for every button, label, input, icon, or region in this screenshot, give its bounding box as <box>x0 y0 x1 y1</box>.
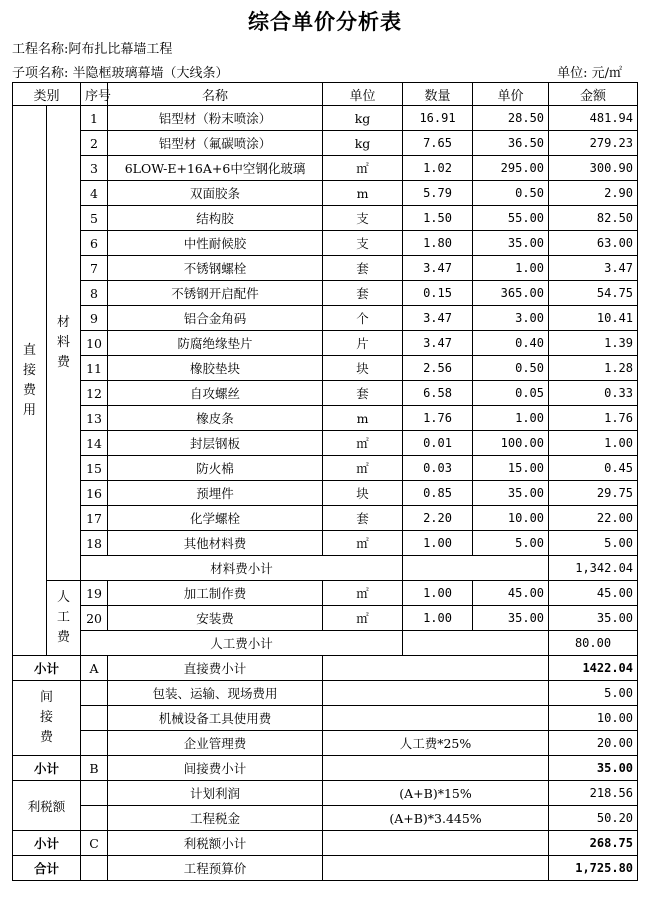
row-seq: 2 <box>81 131 108 156</box>
header-amount: 金额 <box>549 83 638 106</box>
row-qty: 16.91 <box>403 106 473 131</box>
row-price: 0.50 <box>473 356 549 381</box>
empty-cell <box>323 756 549 781</box>
row-qty: 0.85 <box>403 481 473 506</box>
row-price: 15.00 <box>473 456 549 481</box>
row-price: 35.00 <box>473 606 549 631</box>
empty-cell <box>403 556 549 581</box>
header-row <box>13 83 638 106</box>
row-amount: 54.75 <box>549 281 638 306</box>
row-amount: 29.75 <box>549 481 638 506</box>
row-seq: 18 <box>81 531 108 556</box>
table-row <box>13 456 638 481</box>
total-name: 工程预算价 <box>108 856 323 881</box>
row-amount: 35.00 <box>549 606 638 631</box>
header-unit: 单位 <box>323 83 403 106</box>
row-name: 机械设备工具使用费 <box>108 706 323 731</box>
table-row <box>13 506 638 531</box>
table-row <box>13 606 638 631</box>
row-formula: 人工费*25% <box>323 731 549 756</box>
table-row <box>13 681 638 706</box>
row-seq: 9 <box>81 306 108 331</box>
row-qty: 1.76 <box>403 406 473 431</box>
row-name: 自攻螺丝 <box>108 381 323 406</box>
row-seq: 6 <box>81 231 108 256</box>
row-price: 5.00 <box>473 531 549 556</box>
row-name: 其他材料费 <box>108 531 323 556</box>
row-unit: m <box>323 406 403 431</box>
row-amount: 1.76 <box>549 406 638 431</box>
row-name: 铝型材（粉末喷涂） <box>108 106 323 131</box>
row-unit: 个 <box>323 306 403 331</box>
table-row <box>13 781 638 806</box>
table-row <box>13 231 638 256</box>
row-formula: (A+B)*3.445% <box>323 806 549 831</box>
header-seq: 序号 <box>81 83 108 106</box>
row-price: 35.00 <box>473 231 549 256</box>
subtotal-code: B <box>81 756 108 781</box>
row-unit: 套 <box>323 506 403 531</box>
material-subtotal-label: 材料费小计 <box>81 556 403 581</box>
row-unit: 套 <box>323 381 403 406</box>
table-row <box>13 206 638 231</box>
row-unit: 套 <box>323 256 403 281</box>
row-amount: 300.90 <box>549 156 638 181</box>
empty-cell <box>323 656 549 681</box>
row-name: 安装费 <box>108 606 323 631</box>
row-amount: 5.00 <box>549 531 638 556</box>
subtotal-amount: 35.00 <box>549 756 638 781</box>
row-seq: 1 <box>81 106 108 131</box>
row-price: 0.50 <box>473 181 549 206</box>
row-amount: 0.45 <box>549 456 638 481</box>
row-unit: 块 <box>323 356 403 381</box>
row-seq: 11 <box>81 356 108 381</box>
row-price: 36.50 <box>473 131 549 156</box>
row-seq <box>81 681 108 706</box>
table-row <box>13 331 638 356</box>
row-price: 3.00 <box>473 306 549 331</box>
labor-subtotal-label: 人工费小计 <box>81 631 403 656</box>
row-price: 295.00 <box>473 156 549 181</box>
row-amount: 1.28 <box>549 356 638 381</box>
row-amount: 481.94 <box>549 106 638 131</box>
row-qty: 3.47 <box>403 331 473 356</box>
row-name: 预埋件 <box>108 481 323 506</box>
table-row <box>13 731 638 756</box>
row-seq <box>81 781 108 806</box>
row-qty: 1.50 <box>403 206 473 231</box>
row-name: 铝合金角码 <box>108 306 323 331</box>
row-unit: 片 <box>323 331 403 356</box>
subtotal-amount: 268.75 <box>549 831 638 856</box>
table-row <box>13 306 638 331</box>
row-unit: 支 <box>323 231 403 256</box>
row-name: 防火棉 <box>108 456 323 481</box>
row-name: 铝型材（氟碳喷涂） <box>108 131 323 156</box>
row-unit: ㎡ <box>323 531 403 556</box>
row-qty: 3.47 <box>403 306 473 331</box>
row-seq: 13 <box>81 406 108 431</box>
row-amount: 22.00 <box>549 506 638 531</box>
table-row <box>13 256 638 281</box>
row-seq: 5 <box>81 206 108 231</box>
page-title: 综合单价分析表 <box>248 9 402 34</box>
row-name: 双面胶条 <box>108 181 323 206</box>
row-unit: 块 <box>323 481 403 506</box>
row-qty: 0.03 <box>403 456 473 481</box>
cost-analysis-table <box>12 82 638 881</box>
row-seq <box>81 806 108 831</box>
row-qty: 1.00 <box>403 531 473 556</box>
row-unit: ㎡ <box>323 431 403 456</box>
row-amount: 2.90 <box>549 181 638 206</box>
unit-label: 单位: 元/㎡ <box>557 66 622 81</box>
row-seq: 4 <box>81 181 108 206</box>
direct-subtotal-row <box>13 656 638 681</box>
group-profit-tax: 利税额 <box>13 781 81 831</box>
row-price: 1.00 <box>473 406 549 431</box>
empty-cell <box>323 856 549 881</box>
table-row <box>13 806 638 831</box>
row-name: 不锈钢开启配件 <box>108 281 323 306</box>
subtotal-code: C <box>81 831 108 856</box>
labor-subtotal-row <box>13 631 638 656</box>
row-name: 封层钢板 <box>108 431 323 456</box>
subtotal-amount: 1422.04 <box>549 656 638 681</box>
row-price: 35.00 <box>473 481 549 506</box>
table-row <box>13 431 638 456</box>
row-price: 0.40 <box>473 331 549 356</box>
row-seq: 12 <box>81 381 108 406</box>
row-amount: 45.00 <box>549 581 638 606</box>
indirect-subtotal-row <box>13 756 638 781</box>
table-row <box>13 381 638 406</box>
total-label: 合计 <box>13 856 81 881</box>
row-amount: 82.50 <box>549 206 638 231</box>
row-name: 计划利润 <box>108 781 323 806</box>
row-amount: 10.00 <box>549 706 638 731</box>
row-qty: 7.65 <box>403 131 473 156</box>
subtotal-name: 直接费小计 <box>108 656 323 681</box>
row-price: 365.00 <box>473 281 549 306</box>
row-amount: 0.33 <box>549 381 638 406</box>
row-qty: 0.15 <box>403 281 473 306</box>
row-name: 不锈钢螺栓 <box>108 256 323 281</box>
table-row <box>13 706 638 731</box>
subtotal-label: 小计 <box>13 656 81 681</box>
material-subtotal-row <box>13 556 638 581</box>
row-seq: 16 <box>81 481 108 506</box>
labor-subtotal-amount: 80.00 <box>549 631 638 656</box>
header-name: 名称 <box>108 83 323 106</box>
row-seq: 3 <box>81 156 108 181</box>
row-name: 橡皮条 <box>108 406 323 431</box>
table-row <box>13 356 638 381</box>
row-price: 0.05 <box>473 381 549 406</box>
row-unit: 支 <box>323 206 403 231</box>
table-row <box>13 531 638 556</box>
row-qty: 1.00 <box>403 606 473 631</box>
table-row <box>13 281 638 306</box>
row-qty: 6.58 <box>403 381 473 406</box>
table-row <box>13 181 638 206</box>
subtotal-name: 间接费小计 <box>108 756 323 781</box>
row-name: 工程税金 <box>108 806 323 831</box>
row-seq: 19 <box>81 581 108 606</box>
row-name: 6LOW-E+16A+6中空钢化玻璃 <box>108 156 323 181</box>
row-seq: 10 <box>81 331 108 356</box>
project-name: 工程名称:阿布扎比幕墙工程 <box>12 42 173 57</box>
row-unit: m <box>323 181 403 206</box>
row-unit: 套 <box>323 281 403 306</box>
row-price: 1.00 <box>473 256 549 281</box>
total-amount: 1,725.80 <box>549 856 638 881</box>
row-amount: 50.20 <box>549 806 638 831</box>
row-qty: 1.02 <box>403 156 473 181</box>
row-name: 化学螺栓 <box>108 506 323 531</box>
row-formula: (A+B)*15% <box>323 781 549 806</box>
row-amount: 3.47 <box>549 256 638 281</box>
total-row <box>13 856 638 881</box>
row-formula <box>323 681 549 706</box>
row-amount: 1.39 <box>549 331 638 356</box>
subtotal-code: A <box>81 656 108 681</box>
row-qty: 3.47 <box>403 256 473 281</box>
row-unit: kg <box>323 106 403 131</box>
row-qty: 0.01 <box>403 431 473 456</box>
row-name: 橡胶垫块 <box>108 356 323 381</box>
row-price: 28.50 <box>473 106 549 131</box>
empty-cell <box>81 856 108 881</box>
material-subtotal-amount: 1,342.04 <box>549 556 638 581</box>
row-qty: 5.79 <box>403 181 473 206</box>
row-name: 结构胶 <box>108 206 323 231</box>
table-row <box>13 481 638 506</box>
empty-cell <box>403 631 549 656</box>
row-name: 企业管理费 <box>108 731 323 756</box>
header-category: 类别 <box>13 83 81 106</box>
row-unit: ㎡ <box>323 581 403 606</box>
row-amount: 20.00 <box>549 731 638 756</box>
subtotal-label: 小计 <box>13 756 81 781</box>
row-price: 45.00 <box>473 581 549 606</box>
row-formula <box>323 706 549 731</box>
row-seq <box>81 731 108 756</box>
row-qty: 2.20 <box>403 506 473 531</box>
group-material-cost: 材 料 费 <box>47 106 81 581</box>
empty-cell <box>323 831 549 856</box>
row-seq: 8 <box>81 281 108 306</box>
header-qty: 数量 <box>403 83 473 106</box>
group-labor-cost: 人 工 费 <box>47 581 81 656</box>
table-row <box>13 106 638 131</box>
row-qty: 1.00 <box>403 581 473 606</box>
row-name: 中性耐候胶 <box>108 231 323 256</box>
row-price: 55.00 <box>473 206 549 231</box>
row-seq: 7 <box>81 256 108 281</box>
row-name: 包装、运输、现场费用 <box>108 681 323 706</box>
row-name: 防腐绝缘垫片 <box>108 331 323 356</box>
row-amount: 279.23 <box>549 131 638 156</box>
row-amount: 10.41 <box>549 306 638 331</box>
profit-subtotal-row <box>13 831 638 856</box>
row-amount: 5.00 <box>549 681 638 706</box>
group-indirect-cost: 间 接 费 <box>13 681 81 756</box>
row-qty: 2.56 <box>403 356 473 381</box>
table-row <box>13 156 638 181</box>
row-unit: ㎡ <box>323 606 403 631</box>
row-amount: 1.00 <box>549 431 638 456</box>
header-price: 单价 <box>473 83 549 106</box>
row-unit: kg <box>323 131 403 156</box>
row-seq <box>81 706 108 731</box>
row-unit: ㎡ <box>323 156 403 181</box>
row-seq: 14 <box>81 431 108 456</box>
row-seq: 17 <box>81 506 108 531</box>
table-row <box>13 581 638 606</box>
row-amount: 63.00 <box>549 231 638 256</box>
group-direct-cost: 直 接 费 用 <box>13 106 47 656</box>
subtotal-name: 利税额小计 <box>108 831 323 856</box>
row-seq: 20 <box>81 606 108 631</box>
row-unit: ㎡ <box>323 456 403 481</box>
table-row <box>13 406 638 431</box>
row-amount: 218.56 <box>549 781 638 806</box>
row-qty: 1.80 <box>403 231 473 256</box>
row-name: 加工制作费 <box>108 581 323 606</box>
row-price: 100.00 <box>473 431 549 456</box>
row-seq: 15 <box>81 456 108 481</box>
subproject-name: 子项名称: 半隐框玻璃幕墙（大线条） <box>12 66 229 81</box>
row-price: 10.00 <box>473 506 549 531</box>
table-row <box>13 131 638 156</box>
subtotal-label: 小计 <box>13 831 81 856</box>
